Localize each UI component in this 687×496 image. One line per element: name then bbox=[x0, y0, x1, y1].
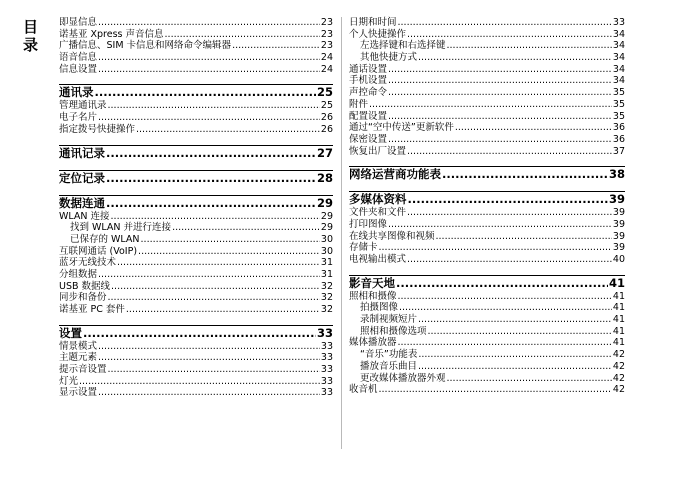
toc-entry[interactable] bbox=[59, 124, 333, 136]
dot-leader bbox=[396, 276, 608, 291]
dot-leader bbox=[108, 100, 320, 112]
toc-side-title bbox=[23, 18, 39, 54]
dot-leader bbox=[447, 373, 612, 385]
toc-entry[interactable] bbox=[59, 281, 333, 293]
toc-page-number: 42 bbox=[612, 360, 625, 372]
dot-leader bbox=[418, 349, 612, 361]
toc-entry-title: “音乐”功能表 bbox=[360, 349, 418, 361]
toc-page-number: 41 bbox=[612, 337, 625, 349]
dot-leader bbox=[388, 64, 612, 76]
section-gap bbox=[349, 157, 625, 166]
toc-entry[interactable] bbox=[349, 207, 625, 219]
toc-entry[interactable] bbox=[349, 134, 625, 146]
dot-leader bbox=[172, 222, 320, 234]
toc-page-number: 35 bbox=[612, 110, 625, 122]
toc-entry[interactable] bbox=[349, 87, 625, 99]
section-gap bbox=[349, 266, 625, 275]
toc-entry-title: 拍摄图像 bbox=[360, 302, 399, 314]
toc-page-number: 26 bbox=[320, 123, 333, 135]
dot-leader bbox=[379, 384, 612, 396]
dot-leader bbox=[369, 99, 612, 111]
toc-entry-title: 指定拨号快捷操作 bbox=[59, 123, 136, 135]
toc-page-number: 34 bbox=[612, 52, 625, 64]
toc-entry-title: 多媒体资料 bbox=[349, 192, 407, 207]
dot-leader bbox=[428, 326, 612, 338]
toc-page-number: 34 bbox=[612, 63, 625, 75]
dot-leader bbox=[407, 207, 612, 219]
toc-entry-title: 数据连通 bbox=[59, 195, 105, 210]
toc-page-number: 33 bbox=[320, 375, 333, 387]
toc-page-number: 38 bbox=[608, 167, 625, 182]
toc-page-number: 33 bbox=[320, 387, 333, 399]
toc-page-number: 41 bbox=[612, 314, 625, 326]
toc-page-number: 39 bbox=[612, 207, 625, 219]
toc-entry-title: 照相和摄像选项 bbox=[360, 325, 427, 337]
toc-page-number: 30 bbox=[320, 245, 333, 257]
toc-entry-title: 电视输出模式 bbox=[349, 254, 407, 265]
dot-leader bbox=[106, 196, 316, 211]
dot-leader bbox=[136, 124, 320, 136]
toc-entry-title: 配置设置 bbox=[349, 110, 388, 122]
toc-page-number: 34 bbox=[612, 75, 625, 87]
section-gap bbox=[59, 186, 333, 195]
toc-entry-title: 语音信息 bbox=[59, 52, 98, 64]
toc-entry-title: 已保存的 WLAN bbox=[70, 233, 140, 245]
toc-entry-title: 声控命令 bbox=[349, 87, 388, 99]
toc-page-number: 23 bbox=[320, 28, 333, 40]
dot-leader bbox=[418, 314, 612, 326]
toc-section-heading[interactable] bbox=[59, 195, 333, 211]
toc-page-number: 25 bbox=[316, 85, 333, 100]
side-title-char: 目 bbox=[23, 18, 39, 36]
toc-page-number: 33 bbox=[320, 352, 333, 364]
toc-entry[interactable] bbox=[349, 384, 625, 396]
toc-entry[interactable] bbox=[349, 99, 625, 111]
dot-leader bbox=[436, 231, 612, 243]
toc-page-number: 28 bbox=[316, 170, 333, 185]
toc-subentry[interactable] bbox=[349, 40, 625, 52]
toc-entry-title: 主题元素 bbox=[59, 352, 98, 364]
toc-section-heading[interactable] bbox=[349, 191, 625, 207]
toc-page-number: 41 bbox=[612, 302, 625, 314]
toc-page-number: 30 bbox=[320, 233, 333, 245]
toc-entry-title: 其他快捷方式 bbox=[360, 52, 418, 64]
section-gap bbox=[59, 161, 333, 170]
dot-leader bbox=[408, 192, 608, 207]
toc-entry[interactable] bbox=[349, 337, 625, 349]
toc-subentry[interactable] bbox=[59, 222, 333, 234]
column-divider bbox=[341, 17, 342, 449]
dot-leader bbox=[407, 254, 612, 266]
toc-page-number: 35 bbox=[612, 98, 625, 110]
toc-entry-title: 提示音设置 bbox=[59, 364, 107, 376]
toc-entry-title: 照相和摄像 bbox=[349, 290, 397, 302]
dot-leader bbox=[98, 269, 320, 281]
toc-subentry[interactable] bbox=[349, 349, 625, 361]
toc-entry-title: 即显信息 bbox=[59, 17, 98, 28]
toc-entry[interactable] bbox=[349, 17, 625, 29]
dot-leader bbox=[388, 87, 612, 99]
dot-leader bbox=[98, 112, 320, 124]
dot-leader bbox=[418, 361, 612, 373]
toc-entry-title: 灯光 bbox=[59, 375, 79, 387]
toc-page-number: 39 bbox=[612, 218, 625, 230]
dot-leader bbox=[108, 292, 320, 304]
toc-page-number: 31 bbox=[320, 268, 333, 280]
dot-leader bbox=[442, 167, 608, 182]
toc-entry-title: 恢复出厂设置 bbox=[349, 145, 407, 157]
toc-entry[interactable] bbox=[59, 257, 333, 269]
toc-section-heading[interactable] bbox=[349, 275, 625, 291]
toc-subentry[interactable] bbox=[349, 302, 625, 314]
toc-page-number: 25 bbox=[320, 100, 333, 112]
toc-subentry[interactable] bbox=[59, 234, 333, 246]
toc-page-number: 33 bbox=[320, 340, 333, 352]
toc-entry[interactable] bbox=[349, 146, 625, 158]
toc-page-number: 42 bbox=[612, 384, 625, 396]
dot-leader bbox=[98, 64, 320, 76]
toc-entry[interactable] bbox=[349, 219, 625, 231]
dot-leader bbox=[98, 52, 320, 64]
toc-entry[interactable] bbox=[349, 122, 625, 134]
toc-entry-title: 左选择键和右选择键 bbox=[360, 40, 446, 52]
dot-leader bbox=[398, 291, 612, 303]
toc-entry-title: 打印图像 bbox=[349, 218, 388, 230]
toc-entry-title: 个人快捷操作 bbox=[349, 28, 407, 40]
dot-leader bbox=[407, 146, 612, 158]
toc-entry-title: 同步和备份 bbox=[59, 292, 107, 304]
dot-leader bbox=[98, 17, 320, 29]
toc-subentry[interactable] bbox=[349, 373, 625, 385]
toc-subentry[interactable] bbox=[349, 326, 625, 338]
toc-page-number: 23 bbox=[320, 40, 333, 52]
toc-entry-title: 诺基亚 PC 套件 bbox=[59, 304, 125, 315]
toc-right-column bbox=[349, 17, 625, 396]
toc-page-number: 41 bbox=[612, 290, 625, 302]
toc-entry[interactable] bbox=[59, 112, 333, 124]
toc-entry-title: 网络运营商功能表 bbox=[349, 167, 441, 182]
toc-entry-title: 影音天地 bbox=[349, 275, 395, 290]
dot-leader bbox=[95, 85, 316, 100]
toc-page-number: 39 bbox=[612, 242, 625, 254]
toc-entry[interactable] bbox=[349, 75, 625, 87]
toc-entry[interactable] bbox=[349, 254, 625, 266]
toc-entry-title: 设置 bbox=[59, 325, 82, 340]
toc-entry[interactable] bbox=[59, 246, 333, 258]
toc-entry-title: 日期和时间 bbox=[349, 17, 397, 28]
toc-entry[interactable] bbox=[349, 64, 625, 76]
toc-entry[interactable] bbox=[59, 269, 333, 281]
dot-leader bbox=[83, 326, 316, 341]
toc-entry-title: 分组数据 bbox=[59, 268, 98, 280]
toc-entry-title: 收音机 bbox=[349, 384, 378, 396]
toc-entry-title: 蓝牙无线技术 bbox=[59, 257, 117, 269]
dot-leader bbox=[106, 146, 316, 161]
toc-section-heading[interactable] bbox=[59, 170, 333, 186]
toc-page-number: 32 bbox=[320, 280, 333, 292]
dot-leader bbox=[165, 29, 320, 41]
toc-entry-title: USB 数据线 bbox=[59, 280, 111, 292]
toc-entry-title: 通讯记录 bbox=[59, 145, 105, 160]
toc-entry[interactable] bbox=[349, 29, 625, 41]
dot-leader bbox=[232, 40, 320, 52]
toc-entry[interactable] bbox=[59, 64, 333, 76]
toc-entry[interactable] bbox=[59, 352, 333, 364]
toc-page-number: 32 bbox=[320, 292, 333, 304]
toc-section-heading[interactable] bbox=[59, 84, 333, 100]
toc-page-number: 33 bbox=[612, 17, 625, 28]
toc-entry[interactable] bbox=[59, 17, 333, 29]
dot-leader bbox=[388, 134, 612, 146]
toc-entry[interactable] bbox=[59, 52, 333, 64]
toc-entry[interactable] bbox=[59, 376, 333, 388]
toc-page-number: 37 bbox=[612, 145, 625, 157]
toc-entry-title: 通话设置 bbox=[349, 63, 388, 75]
toc-entry-title: 在线共享图像和视频 bbox=[349, 230, 435, 242]
toc-entry[interactable] bbox=[349, 242, 625, 254]
dot-leader bbox=[399, 302, 612, 314]
toc-entry[interactable] bbox=[59, 387, 333, 399]
dot-leader bbox=[379, 242, 612, 254]
toc-left-column bbox=[59, 17, 333, 399]
dot-leader bbox=[111, 281, 320, 293]
toc-page-number: 34 bbox=[612, 40, 625, 52]
toc-entry-title: 信息设置 bbox=[59, 63, 98, 75]
section-gap bbox=[59, 316, 333, 325]
toc-entry[interactable] bbox=[59, 211, 333, 223]
dot-leader bbox=[455, 122, 612, 134]
toc-entry[interactable] bbox=[59, 40, 333, 52]
dot-leader bbox=[447, 40, 612, 52]
toc-entry-title: 找到 WLAN 并进行连接 bbox=[70, 222, 172, 234]
dot-leader bbox=[126, 304, 320, 316]
toc-page-number: 26 bbox=[320, 112, 333, 124]
toc-entry-title: 手机设置 bbox=[349, 75, 388, 87]
toc-page-number: 31 bbox=[320, 257, 333, 269]
dot-leader bbox=[398, 337, 612, 349]
dot-leader bbox=[108, 364, 320, 376]
toc-entry-title: 管理通讯录 bbox=[59, 100, 107, 112]
toc-page-number: 29 bbox=[316, 195, 333, 210]
toc-page-number: 33 bbox=[320, 364, 333, 376]
dot-leader bbox=[106, 171, 316, 186]
toc-entry-title: 录制视频短片 bbox=[360, 314, 418, 326]
toc-page-number: 35 bbox=[612, 87, 625, 99]
dot-leader bbox=[138, 246, 320, 258]
toc-entry-title: 显示设置 bbox=[59, 387, 98, 399]
section-gap bbox=[349, 182, 625, 191]
toc-page-number: 24 bbox=[320, 52, 333, 64]
toc-entry[interactable] bbox=[59, 29, 333, 41]
section-gap bbox=[59, 75, 333, 84]
toc-entry[interactable] bbox=[349, 111, 625, 123]
toc-page-number: 42 bbox=[612, 349, 625, 361]
toc-page-number: 29 bbox=[320, 222, 333, 234]
toc-page-number: 36 bbox=[612, 133, 625, 145]
toc-entry-title: 存储卡 bbox=[349, 242, 378, 254]
toc-page-number: 32 bbox=[320, 304, 333, 315]
toc-page-number: 40 bbox=[612, 254, 625, 265]
toc-entry[interactable] bbox=[59, 364, 333, 376]
toc-page-number: 27 bbox=[316, 145, 333, 160]
toc-entry-title: 附件 bbox=[349, 98, 369, 110]
toc-entry-title: 通讯录 bbox=[59, 85, 94, 100]
toc-section-heading[interactable] bbox=[59, 325, 333, 341]
toc-subentry[interactable] bbox=[349, 52, 625, 64]
toc-entry-title: 定位记录 bbox=[59, 170, 105, 185]
toc-entry-title: 更改媒体播放器外观 bbox=[360, 372, 446, 384]
toc-section-heading[interactable] bbox=[59, 145, 333, 161]
toc-entry[interactable] bbox=[349, 231, 625, 243]
toc-entry[interactable] bbox=[59, 100, 333, 112]
toc-entry[interactable] bbox=[59, 341, 333, 353]
dot-leader bbox=[388, 75, 612, 87]
toc-entry-title: 媒体播放器 bbox=[349, 337, 397, 349]
toc-entry[interactable] bbox=[59, 304, 333, 316]
toc-entry[interactable] bbox=[349, 291, 625, 303]
toc-entry-title: 广播信息、SIM 卡信息和网络命令编辑器 bbox=[59, 40, 232, 52]
side-title-char: 录 bbox=[23, 36, 39, 54]
toc-entry-title: 互联网通话 (VoIP) bbox=[59, 245, 138, 257]
dot-leader bbox=[98, 387, 320, 399]
toc-page-number: 23 bbox=[320, 17, 333, 28]
toc-page-number: 24 bbox=[320, 63, 333, 75]
dot-leader bbox=[117, 257, 320, 269]
toc-page-number: 29 bbox=[320, 210, 333, 222]
toc-page-number: 41 bbox=[608, 275, 625, 290]
toc-entry-title: 文件夹和文件 bbox=[349, 207, 407, 219]
toc-page-number: 41 bbox=[612, 325, 625, 337]
dot-leader bbox=[398, 17, 612, 29]
toc-entry-title: 播放音乐曲目 bbox=[360, 360, 418, 372]
toc-entry-title: WLAN 连接 bbox=[59, 210, 110, 222]
toc-page-number: 36 bbox=[612, 122, 625, 134]
dot-leader bbox=[98, 341, 320, 353]
toc-section-heading[interactable] bbox=[349, 166, 625, 182]
toc-page-number: 42 bbox=[612, 372, 625, 384]
toc-page-number: 33 bbox=[316, 325, 333, 340]
dot-leader bbox=[98, 352, 320, 364]
dot-leader bbox=[418, 52, 612, 64]
toc-subentry[interactable] bbox=[349, 361, 625, 373]
toc-page-number: 39 bbox=[612, 230, 625, 242]
toc-entry-title: 诺基亚 Xpress 声音信息 bbox=[59, 28, 164, 40]
dot-leader bbox=[388, 111, 612, 123]
toc-entry-title: 情景模式 bbox=[59, 340, 98, 352]
dot-leader bbox=[388, 219, 612, 231]
toc-entry[interactable] bbox=[59, 292, 333, 304]
section-gap bbox=[59, 136, 333, 145]
toc-entry-title: 电子名片 bbox=[59, 112, 98, 124]
toc-entry-title: 保密设置 bbox=[349, 133, 388, 145]
toc-page-number: 39 bbox=[608, 192, 625, 207]
dot-leader bbox=[407, 29, 612, 41]
dot-leader bbox=[141, 234, 320, 246]
dot-leader bbox=[79, 376, 320, 388]
toc-page-number: 34 bbox=[612, 28, 625, 40]
dot-leader bbox=[111, 211, 320, 223]
toc-entry-title: 通过“空中传送”更新软件 bbox=[349, 122, 454, 134]
toc-subentry[interactable] bbox=[349, 314, 625, 326]
